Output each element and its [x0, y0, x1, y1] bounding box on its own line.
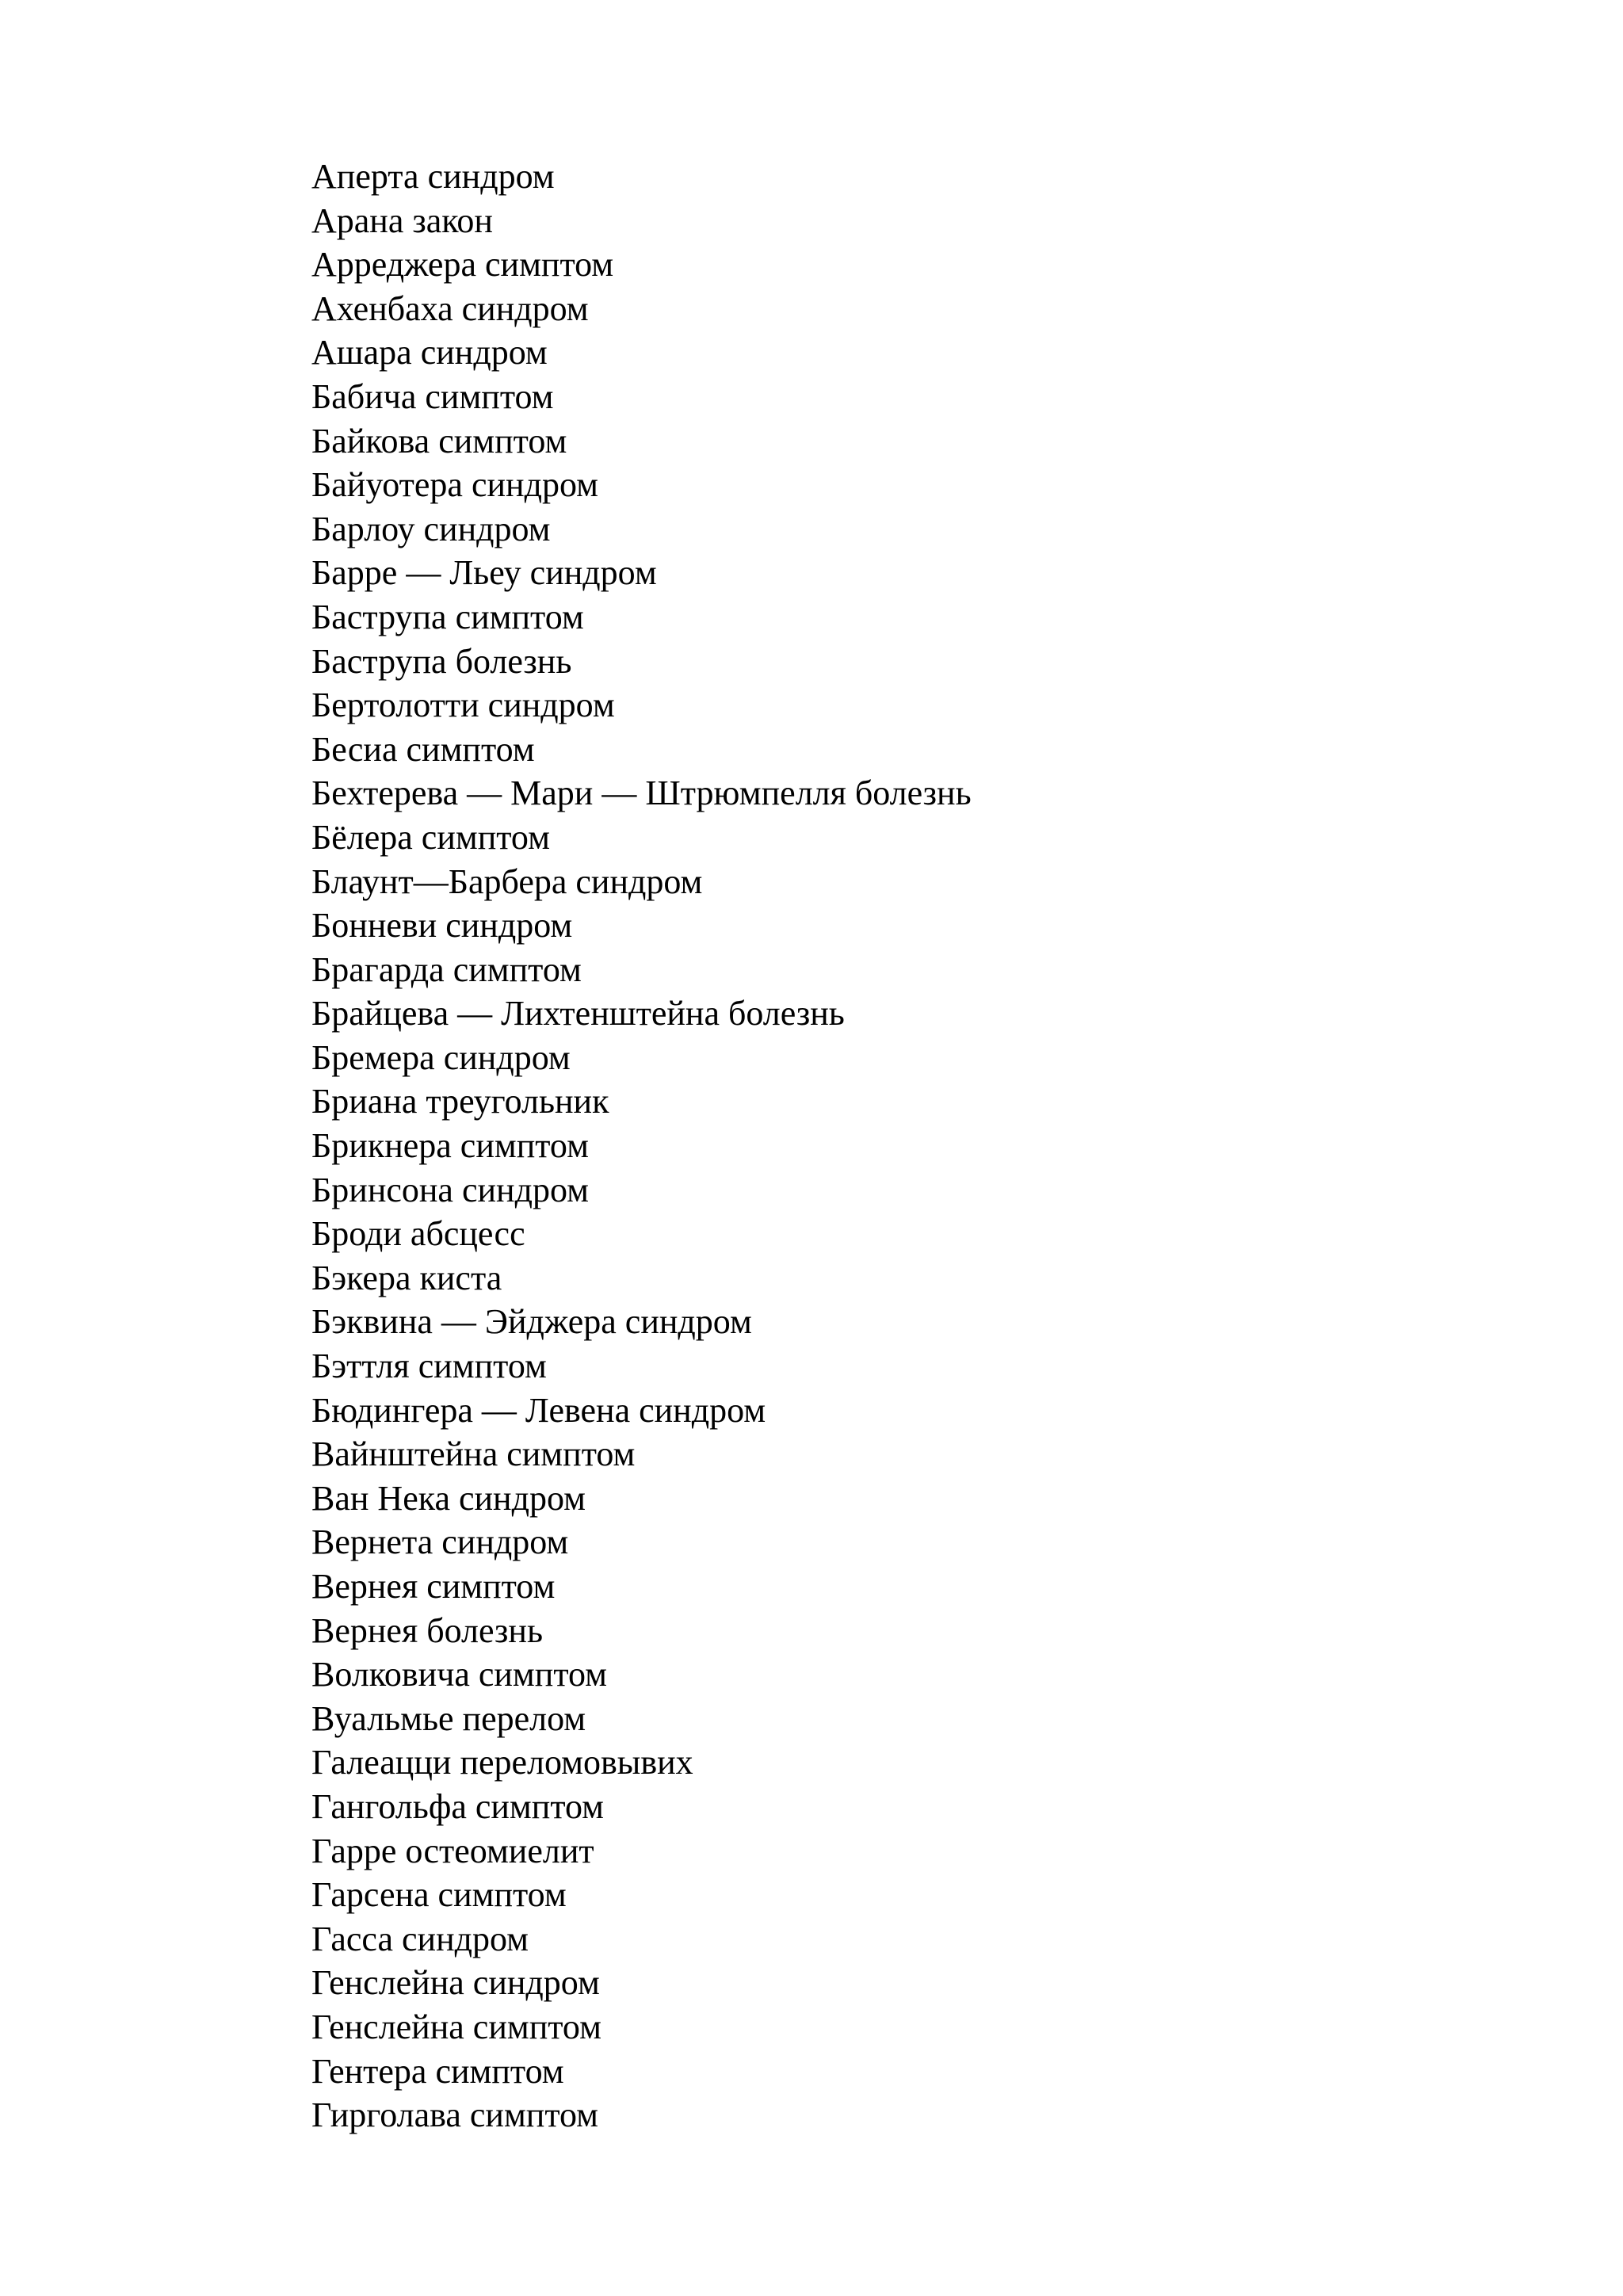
list-item: Блаунт—Барбера синдром: [311, 861, 703, 901]
list-item: Галеацци переломовывих: [311, 1743, 693, 1782]
list-item: Барре — Льеу синдром: [311, 553, 657, 593]
list-item: Бертолотти синдром: [311, 686, 615, 725]
list-item: Бэквина — Эйджера синдром: [311, 1302, 752, 1342]
list-item: Гентера симптом: [311, 2051, 564, 2091]
list-item: Байуотера синдром: [311, 465, 598, 505]
list-item: Арана закон: [311, 201, 493, 240]
list-item: Брикнера симптом: [311, 1126, 589, 1166]
list-item: Бринсона синдром: [311, 1170, 589, 1209]
list-item: Генслейна синдром: [311, 1963, 600, 2003]
list-item: Гасса синдром: [311, 1919, 529, 1958]
list-item: Ашара синдром: [311, 333, 548, 372]
list-item: Гирголава симптом: [311, 2095, 599, 2135]
list-item: Гангольфа симптом: [311, 1786, 604, 1826]
list-item: Бриана треугольник: [311, 1082, 609, 1121]
list-item: Бонневи синдром: [311, 906, 573, 946]
list-item: Бесиа симптом: [311, 729, 535, 769]
list-item: Вуальмье перелом: [311, 1698, 586, 1738]
list-item: Бехтерева — Мари — Штрюмпелля болезнь: [311, 774, 972, 813]
list-item: Аперта синдром: [311, 157, 555, 196]
list-item: Вайнштейна симптом: [311, 1435, 636, 1474]
list-item: Ван Нека синдром: [311, 1478, 586, 1518]
list-item: Гарре остеомиелит: [311, 1831, 594, 1870]
eponym-list: [311, 155, 972, 2137]
list-item: Бремера синдром: [311, 1037, 571, 1077]
list-item: Бабича симптом: [311, 376, 554, 416]
list-item: Бэттля симптом: [311, 1347, 547, 1386]
list-item: Баструпа симптом: [311, 597, 584, 636]
list-item: Генслейна симптом: [311, 2007, 601, 2046]
list-item: Броди абсцесс: [311, 1214, 525, 1254]
list-item: Бэкера киста: [311, 1258, 502, 1297]
list-item: Арреджера симптом: [311, 245, 614, 285]
list-item: Ахенбаха синдром: [311, 288, 589, 328]
list-item: Баструпа болезнь: [311, 641, 572, 681]
list-item: Бёлера симптом: [311, 817, 550, 857]
list-item: Вернета синдром: [311, 1522, 569, 1562]
list-item: Барлоу синдром: [311, 509, 551, 548]
list-item: Вернея болезнь: [311, 1610, 544, 1650]
list-item: Вернея симптом: [311, 1567, 556, 1606]
list-item: Волковича симптом: [311, 1655, 607, 1694]
list-item: Брайцева — Лихтенштейна болезнь: [311, 994, 845, 1033]
list-item: Бюдингера — Левена синдром: [311, 1390, 766, 1430]
list-item: Брагарда симптом: [311, 949, 582, 989]
list-item: Гарсена симптом: [311, 1875, 567, 1915]
list-item: Байкова симптом: [311, 421, 567, 460]
